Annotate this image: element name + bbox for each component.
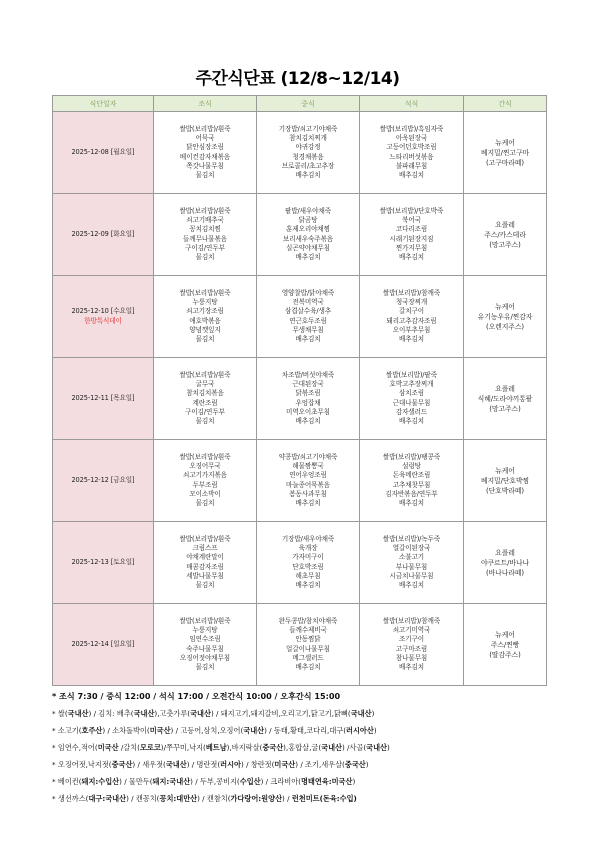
menu-item: 닭안심장조림	[186, 143, 224, 152]
origin-country: 런천미트(돈육:수입)	[291, 794, 357, 803]
menu-item: 어묵국	[195, 133, 215, 142]
menu-item: 돈육메란조림	[392, 471, 431, 480]
menu-item: 야쿠르트/바나나	[480, 558, 530, 567]
menu-item: 열갈이된장국	[392, 543, 431, 552]
lunch-cell	[257, 522, 360, 604]
origin-text: )	[352, 777, 356, 786]
menu-item: 쌀밥(보리밥)/흰죽	[179, 206, 231, 215]
origin-text: ) / 조기,새우살(	[295, 760, 345, 769]
origin-line	[52, 722, 552, 739]
origin-text: ) / 새우젓(	[132, 760, 166, 769]
menu-item: 쪽갓나물무침	[186, 161, 224, 170]
menu-item: 청국장찌개	[395, 297, 428, 306]
menu-item: 야채계란말이	[186, 553, 224, 562]
menu-item: 조기구이	[398, 635, 425, 644]
date-label: 2025-12-11 [목요일]	[71, 393, 135, 402]
menu-item: 해초무침	[295, 571, 321, 580]
menu-item: 감자샐러드	[395, 407, 428, 416]
menu-item: 배추김치	[398, 417, 425, 426]
menu-item: 식혜/도라야끼통팥	[477, 394, 533, 403]
menu-item: 아욱된장국	[395, 133, 428, 142]
menu-item: 쌀밥(보리밥)/흰죽	[179, 452, 231, 461]
menu-item: (고구마라떼)	[486, 158, 524, 167]
menu-item: 베지밀/단호박찜	[480, 476, 530, 485]
dinner-cell	[360, 194, 464, 276]
page-title: 주간식단표 (12/8~12/14)	[195, 69, 400, 89]
origin-country: 국내산	[243, 726, 265, 735]
origin-country: 베트남	[205, 743, 227, 752]
menu-item: 봄동사과무침	[289, 489, 327, 498]
snack-cell	[464, 112, 547, 194]
menu-item: 뉴케어	[495, 466, 515, 475]
snack-cell	[464, 440, 547, 522]
menu-item: 쌀밥(보리밥)/흰죽	[179, 534, 231, 543]
menu-item: 차조밥/버섯야채죽	[281, 370, 335, 379]
origin-text: ) /	[282, 794, 292, 803]
menu-item: 누룽지탕	[192, 297, 218, 306]
origin-text: ) / 돼지고기,돼지갈비,오리고기,닭고기,닭뼈(	[210, 709, 351, 718]
menu-item: 배추김치	[295, 499, 321, 508]
notes-section	[52, 688, 552, 807]
menu-item: 오징어젓야채무침	[179, 653, 231, 662]
menu-item: 뉴케어	[495, 302, 515, 311]
snack-cell	[464, 604, 547, 686]
dinner-cell	[360, 358, 464, 440]
meal-schedule: * 조식 7:30 / 중식 12:00 / 석식 17:00 / 오전간식 10:00 / 오후간식 15:00	[52, 691, 341, 701]
menu-item: 뉴케어	[495, 138, 515, 147]
menu-item: 부나물무침	[395, 562, 428, 571]
menu-item: 연근호두조림	[289, 316, 327, 325]
menu-item: 물김치	[195, 335, 215, 344]
snack-cell	[464, 522, 547, 604]
menu-item: (딸감주스)	[489, 650, 521, 659]
menu-item: 참나물무침	[395, 653, 428, 662]
menu-item: 들깨수제비국	[289, 625, 327, 634]
menu-item: 배추김치	[398, 663, 425, 672]
menu-item: 완두콩밥/참치야채죽	[278, 616, 338, 625]
table-row	[53, 194, 547, 276]
menu-item: 배추김치	[398, 335, 425, 344]
date-cell	[53, 112, 154, 194]
menu-item: 보리새우숙주볶음	[282, 234, 334, 243]
dinner-cell	[360, 276, 464, 358]
menu-item: 모이소박이	[189, 489, 221, 498]
menu-item: 삼치조림	[398, 389, 425, 398]
lunch-cell	[257, 604, 360, 686]
origin-country: 국내산	[350, 709, 372, 718]
menu-item: 쌀밥(보리밥)/팥죽	[386, 370, 437, 379]
menu-item: 무생채무침	[292, 325, 324, 334]
special-event-label: 한방특식데이	[84, 316, 122, 325]
origin-country: 중국산	[344, 760, 366, 769]
menu-item: 코다리조림	[395, 225, 428, 234]
origin-country: 중국산	[111, 760, 133, 769]
menu-item: 설렁탕	[402, 461, 421, 470]
menu-item: 물김치	[195, 663, 215, 672]
table-row	[53, 522, 547, 604]
menu-item: 꽁치김치찜	[189, 225, 221, 234]
dinner-cell	[360, 604, 464, 686]
origin-country: 미국산	[97, 743, 119, 752]
menu-item: 요플레	[495, 384, 515, 393]
menu-item: 기장밥/새우야채죽	[281, 534, 335, 543]
table-row	[53, 112, 547, 194]
origin-text: * 임연수,적어(	[52, 743, 98, 752]
date-cell	[53, 194, 154, 276]
date-cell	[53, 604, 154, 686]
menu-item: 기장밥/쇠고기야채죽	[278, 124, 338, 133]
menu-item: 팥밥/새우야채죽	[284, 206, 331, 215]
origin-country: 미국산	[274, 760, 296, 769]
header-date: 식단일자	[53, 96, 154, 112]
origin-country: 모로코	[139, 743, 161, 752]
menu-item: 쌀밥(보리밥)/흰죽	[179, 124, 231, 133]
origin-info	[52, 705, 552, 807]
menu-item: 들깨무나물볶음	[183, 234, 227, 243]
menu-item: 쌀밥(보리밥)/참깨죽	[382, 616, 441, 625]
lunch-cell	[257, 112, 360, 194]
menu-item: 쇠고기배추국	[186, 215, 224, 224]
weekly-menu-table	[52, 95, 547, 686]
menu-item: (망고주스)	[489, 404, 521, 413]
menu-item: 육개장	[298, 543, 318, 552]
table-row	[53, 358, 547, 440]
origin-text: ) / 창란젓(	[240, 760, 275, 769]
menu-item: 소불고기	[398, 553, 425, 562]
origin-text: * 생선까스(	[52, 794, 89, 803]
origin-country: 수입산	[239, 777, 261, 786]
menu-item: 쌀밥(보리밥)/팽콩죽	[382, 452, 441, 461]
menu-item: 쌀밥(보리밥)/흑임자죽	[379, 124, 444, 133]
menu-item: 미역오이초무침	[286, 407, 330, 416]
menu-item: 우엉잡채	[295, 398, 321, 407]
origin-text: ),홍합살,굴(	[283, 743, 322, 752]
menu-item: 세발나물무침	[186, 571, 224, 580]
origin-country: 국내산	[133, 709, 155, 718]
date-cell	[53, 440, 154, 522]
origin-text: ) / 김치: 배추(	[88, 709, 134, 718]
menu-item: 느타리버섯볶음	[389, 152, 434, 161]
menu-item: 배추김치	[398, 253, 425, 262]
menu-item: 물김치	[195, 581, 215, 590]
menu-item: 고등어던호박조림	[386, 143, 437, 152]
menu-item: 베이컨감자채볶음	[179, 152, 231, 161]
menu-item: 주스/카스테라	[484, 230, 526, 239]
menu-item: 연어우엉조림	[289, 471, 327, 480]
origin-country: 중국산	[262, 743, 284, 752]
dinner-cell	[360, 112, 464, 194]
menu-item: 굴무국	[195, 379, 215, 388]
origin-text: )	[365, 760, 369, 769]
origin-text: )	[387, 743, 390, 752]
menu-item: 뉴케어	[495, 630, 515, 639]
menu-item: 야귀강정	[295, 143, 321, 152]
menu-item: 배추김치	[295, 171, 321, 180]
header-dinner: 석식	[360, 96, 464, 112]
menu-item: (망고주스)	[489, 240, 521, 249]
menu-item: 메그샐러드	[292, 653, 324, 662]
origin-text: * 오징어젓,낙지젓(	[52, 760, 112, 769]
origin-country: 명태연육:미국산	[300, 777, 353, 786]
menu-item: 베지밀/찐고구마	[480, 148, 530, 157]
menu-item: 시래기된장지짐	[389, 234, 434, 243]
origin-text: ),고춧가루(	[154, 709, 191, 718]
table-row	[53, 604, 547, 686]
origin-country: 국내산	[165, 760, 187, 769]
menu-item: 배추김치	[295, 253, 321, 262]
menu-item: 쌀밥(보리밥)/흰죽	[179, 288, 231, 297]
menu-item: 임연수조림	[189, 635, 221, 644]
date-cell	[53, 358, 154, 440]
menu-item: 물김치	[195, 499, 215, 508]
menu-item: 물김치	[195, 253, 215, 262]
menu-item: 쌀밥(보리밥)/단호박죽	[379, 206, 444, 215]
origin-text: ) / 캔꽁치(	[126, 794, 160, 803]
menu-item: 배추김치	[398, 499, 425, 508]
menu-item: 배추김치	[295, 663, 321, 672]
menu-item: 삼겹살수육/생추	[284, 307, 331, 316]
origin-text: ) / 캔참치(	[197, 794, 231, 803]
breakfast-cell	[154, 604, 257, 686]
menu-item: 참치김치볶음	[186, 389, 224, 398]
origin-country: 러시아	[220, 760, 241, 769]
menu-item: 닭볶조림	[295, 389, 321, 398]
origin-line	[52, 756, 552, 773]
menu-body	[53, 112, 547, 686]
menu-item: 요플레	[495, 220, 515, 229]
menu-item: (오렌지주스)	[486, 322, 524, 331]
header-breakfast: 조식	[154, 96, 257, 112]
table-row	[53, 276, 547, 358]
origin-country: 대구:국내산	[88, 794, 127, 803]
menu-item: 쌀밥(보리밥)/참깨죽	[382, 288, 441, 297]
menu-item: 시금치나물무침	[389, 571, 434, 580]
menu-item: 숙주나물무침	[186, 644, 224, 653]
menu-item: 북어국	[402, 215, 421, 224]
menu-item: 얼갈이나물무침	[286, 644, 330, 653]
menu-item: 양념깻잎지	[189, 325, 221, 334]
menu-item: 누룽지탕	[192, 625, 218, 634]
date-label: 2025-12-14 [일요일]	[71, 639, 135, 648]
origin-line	[52, 790, 552, 807]
menu-item: 물김치	[195, 417, 215, 426]
table-header-row	[53, 96, 547, 112]
menu-item: 쇠고기가지볶음	[183, 471, 227, 480]
menu-item: 두부조림	[192, 480, 218, 489]
menu-item: 고추채찻무침	[392, 480, 431, 489]
origin-line	[52, 705, 552, 722]
menu-item: 물김치	[195, 171, 215, 180]
origin-line	[52, 739, 552, 756]
header-lunch: 중식	[257, 96, 360, 112]
menu-item: 브로콜리/초고추장	[281, 161, 335, 170]
menu-item: 갈치구이	[398, 307, 425, 316]
origin-line	[52, 773, 552, 790]
menu-item: 호박고추장찌개	[389, 379, 434, 388]
origin-text: * 베이컨(	[52, 777, 82, 786]
menu-item: 배추김치	[295, 417, 321, 426]
menu-item: 해물짬뽕국	[292, 461, 324, 470]
menu-item: 크림스프	[192, 543, 218, 552]
menu-item: 오징어무국	[189, 461, 221, 470]
menu-item: 배추김치	[398, 581, 425, 590]
lunch-cell	[257, 358, 360, 440]
date-label: 2025-12-12 [금요일]	[71, 475, 135, 484]
snack-cell	[464, 194, 547, 276]
origin-country: 국내산	[190, 709, 211, 718]
menu-item: 배추김치	[295, 581, 321, 590]
menu-item: 불파래무침	[395, 161, 428, 170]
dinner-cell	[360, 440, 464, 522]
menu-item: 배추김치	[295, 335, 321, 344]
menu-item: 쌀밥(보리밥)/녹두죽	[382, 534, 441, 543]
breakfast-cell	[154, 440, 257, 522]
origin-text: ) / 물만두(	[119, 777, 153, 786]
breakfast-cell	[154, 276, 257, 358]
menu-item: 쇠고기미역국	[392, 625, 431, 634]
menu-item: 구이김/연두부	[185, 407, 225, 416]
origin-text: ) / 명란젓(	[186, 760, 221, 769]
breakfast-cell	[154, 194, 257, 276]
menu-item: 배추김치	[398, 171, 425, 180]
menu-item: 단호박조림	[292, 562, 324, 571]
origin-text: ) / 크라비아(	[260, 777, 301, 786]
origin-country: 돼지:국내산	[152, 777, 191, 786]
menu-item: 찐가지무침	[395, 243, 428, 252]
menu-item: 약콩밥/쇠고기야채죽	[278, 452, 338, 461]
menu-item: 매콤감자조림	[186, 562, 224, 571]
date-label: 2025-12-08 [월요일]	[71, 147, 135, 156]
menu-item: 구이김/연두부	[185, 243, 225, 252]
dinner-cell	[360, 522, 464, 604]
menu-item: 전복미역국	[292, 297, 324, 306]
lunch-cell	[257, 440, 360, 522]
origin-country: 가다랑어:원양산	[230, 794, 283, 803]
menu-item: 주스/찐빵	[490, 640, 520, 649]
origin-text: ),바지락살(	[226, 743, 263, 752]
date-cell	[53, 276, 154, 358]
menu-item: 쇠고기장조림	[186, 307, 224, 316]
menu-item: 쌀밥(보리밥)/흰죽	[179, 370, 231, 379]
breakfast-cell	[154, 522, 257, 604]
menu-item: 근대나물무침	[392, 398, 431, 407]
origin-country: 호주산	[81, 726, 103, 735]
origin-country: 러시아산	[346, 726, 374, 735]
origin-text: * 쌀(	[52, 709, 68, 718]
lunch-cell	[257, 194, 360, 276]
menu-item: 쌀밥(보리밥)/흰죽	[179, 616, 231, 625]
table-row	[53, 440, 547, 522]
date-label: 2025-12-13 [토요일]	[71, 557, 135, 566]
snack-cell	[464, 276, 547, 358]
snack-cell	[464, 358, 547, 440]
menu-item: 김자반볶음/연두부	[385, 489, 438, 498]
menu-item: 유기농우유/찐감자	[477, 312, 533, 321]
origin-country: 국내산	[366, 743, 388, 752]
origin-text: ) / 고등어,삼치,오징어(	[170, 726, 244, 735]
origin-text: ) /사골(	[341, 743, 367, 752]
origin-text: ) / 두부,콩비지(	[190, 777, 240, 786]
menu-item: 닭곰탕	[298, 215, 318, 224]
origin-text: /갈치(	[118, 743, 140, 752]
origin-text: )	[371, 709, 375, 718]
origin-text: * 소고기(	[52, 726, 82, 735]
menu-item: 고구마조림	[395, 644, 428, 653]
origin-text: )	[373, 726, 377, 735]
menu-item: 오이부추무침	[392, 325, 431, 334]
menu-item: (단호박라떼)	[486, 486, 524, 495]
header-snack: 간식	[464, 96, 547, 112]
menu-item: 청경채볶음	[292, 152, 324, 161]
origin-country: 미국산	[149, 726, 171, 735]
date-label: 2025-12-09 [화요일]	[71, 229, 135, 238]
menu-item: 실곤약야채무침	[286, 243, 330, 252]
origin-country: 돼지:수입산	[81, 777, 120, 786]
menu-item: 계란조림	[192, 398, 218, 407]
date-label: 2025-12-10 [수요일]	[71, 307, 135, 316]
menu-item: 참치김치찌개	[289, 133, 327, 142]
breakfast-cell	[154, 358, 257, 440]
menu-item: (바나나라떼)	[486, 568, 524, 577]
menu-item: 가자미구이	[292, 553, 324, 562]
menu-item: 요플레	[495, 548, 515, 557]
menu-item: 마늘종어묵볶음	[286, 480, 330, 489]
menu-item: 안동찜닭	[295, 635, 321, 644]
menu-item: 훈제오리야채찜	[286, 225, 330, 234]
date-cell	[53, 522, 154, 604]
menu-item: 영양찰밥/닭야채죽	[281, 288, 335, 297]
origin-country: 국내산	[67, 709, 89, 718]
lunch-cell	[257, 276, 360, 358]
origin-text: )/쭈꾸미,낙지(	[160, 743, 206, 752]
origin-country: 꽁치:대만산	[159, 794, 198, 803]
origin-text: ) / 동태,황태,코다리,대구(	[264, 726, 347, 735]
menu-item: 애호박볶음	[189, 316, 221, 325]
menu-item: 돼리고추감자조림	[386, 316, 437, 325]
origin-text: ) / 소차돌박이(	[102, 726, 150, 735]
menu-item: 근대된장국	[292, 379, 324, 388]
origin-country: 국내산	[321, 743, 342, 752]
breakfast-cell	[154, 112, 257, 194]
